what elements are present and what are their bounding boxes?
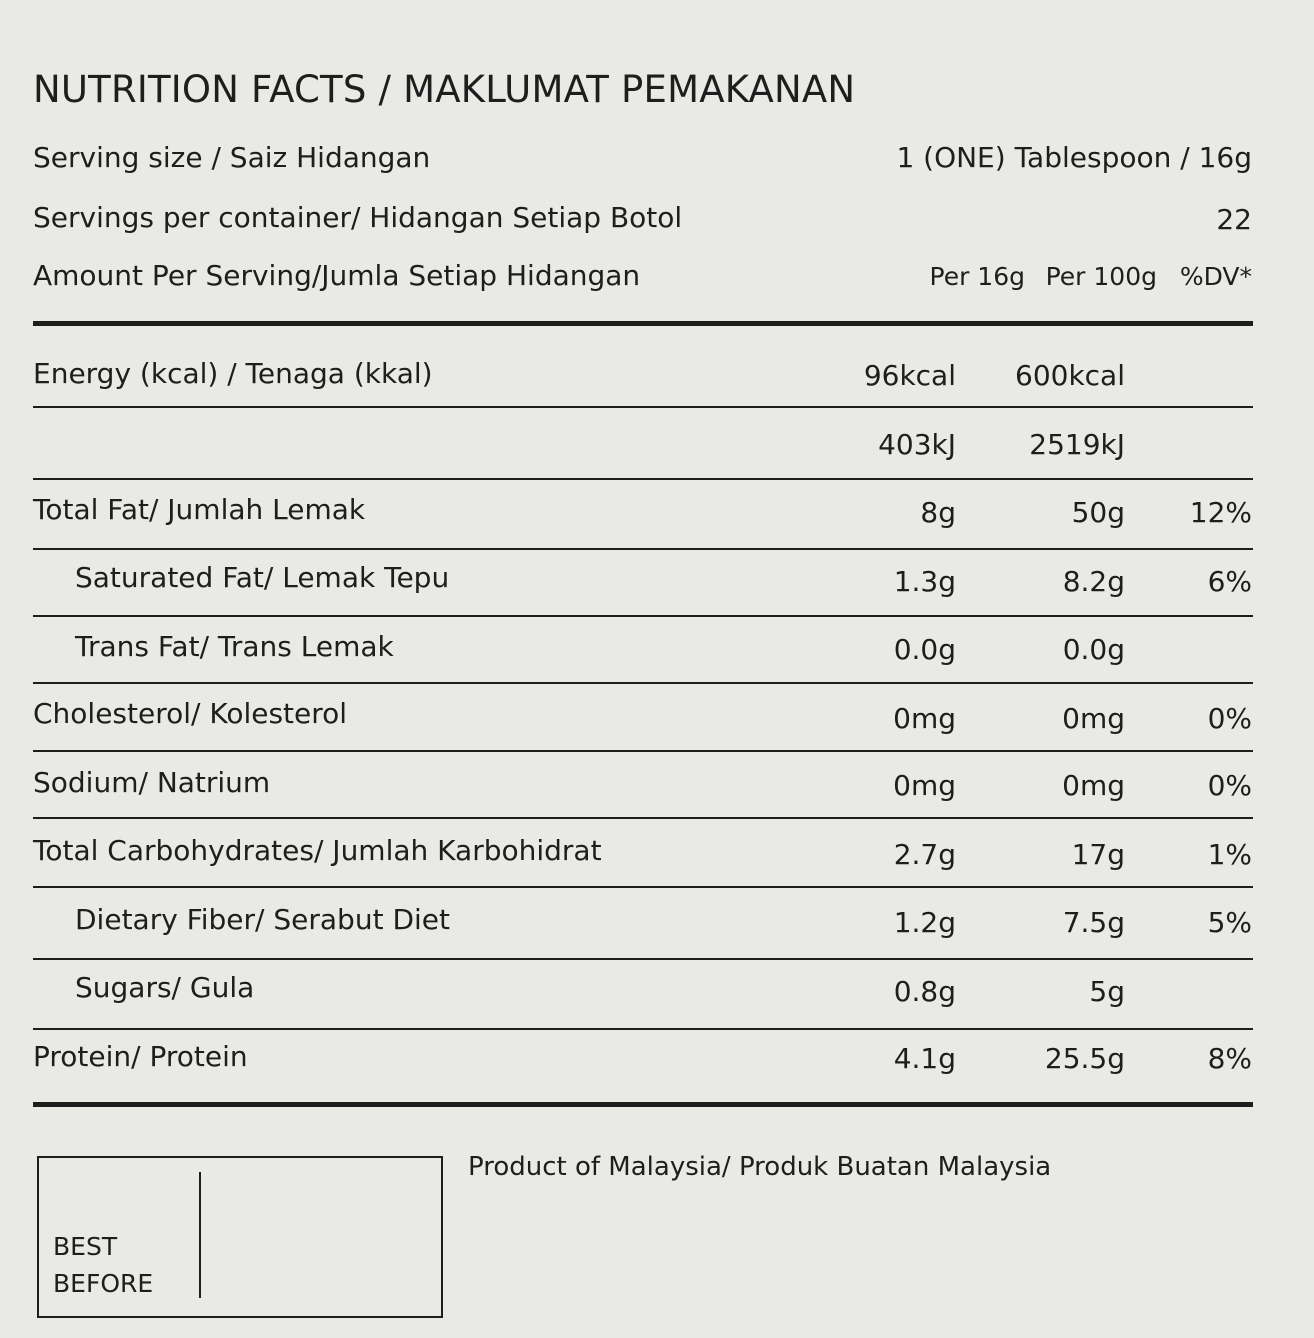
value-per-100g: 0mg xyxy=(1062,702,1125,735)
row-divider xyxy=(33,750,1253,752)
value-per-16g: 0mg xyxy=(893,702,956,735)
value-per-16g: 1.3g xyxy=(893,565,956,598)
value-per-16g: 2.7g xyxy=(893,838,956,871)
value-per-16g: 96kcal xyxy=(863,359,956,392)
column-header-percent-dv: %DV* xyxy=(1179,262,1252,291)
page-title: NUTRITION FACTS / MAKLUMAT PEMAKANAN xyxy=(33,68,856,111)
value-per-16g: 403kJ xyxy=(878,428,956,461)
serving-size-value: 1 (ONE) Tablespoon / 16g xyxy=(896,141,1252,174)
value-per-100g: 2519kJ xyxy=(1029,428,1125,461)
nutrient-label: Total Carbohydrates/ Jumlah Karbohidrat xyxy=(33,834,602,867)
best-before-label xyxy=(53,1228,153,1302)
value-per-16g: 0mg xyxy=(893,769,956,802)
value-per-100g: 17g xyxy=(1071,838,1125,871)
footer-divider xyxy=(33,1102,1253,1107)
value-per-16g: 0.0g xyxy=(893,633,956,666)
servings-per-container-value: 22 xyxy=(1216,203,1252,236)
best-before-line2: BEFORE xyxy=(53,1269,154,1298)
nutrient-label: Sugars/ Gula xyxy=(75,971,255,1004)
row-divider xyxy=(33,615,1253,617)
value-per-16g: 8g xyxy=(920,496,956,529)
column-header-per-16g: Per 16g xyxy=(929,262,1025,291)
row-divider xyxy=(33,406,1253,408)
value-per-100g: 5g xyxy=(1089,975,1125,1008)
value-per-16g: 4.1g xyxy=(893,1042,956,1075)
value-percent-dv: 0% xyxy=(1207,769,1252,802)
servings-per-container-label: Servings per container/ Hidangan Setiap Botol xyxy=(33,201,683,234)
row-divider xyxy=(33,548,1253,550)
nutrient-label: Cholesterol/ Kolesterol xyxy=(33,697,348,730)
header-divider xyxy=(33,321,1253,326)
value-per-100g: 25.5g xyxy=(1044,1042,1125,1075)
serving-size-label: Serving size / Saiz Hidangan xyxy=(33,141,431,174)
value-per-100g: 8.2g xyxy=(1062,565,1125,598)
nutrient-label: Sodium/ Natrium xyxy=(33,766,271,799)
value-percent-dv: 8% xyxy=(1207,1042,1252,1075)
best-before-line1: BEST xyxy=(53,1232,118,1261)
value-per-100g: 600kcal xyxy=(1015,359,1125,392)
row-divider xyxy=(33,886,1253,888)
row-divider xyxy=(33,478,1253,480)
value-percent-dv: 6% xyxy=(1207,565,1252,598)
column-header-per-100g: Per 100g xyxy=(1045,262,1157,291)
value-per-100g: 7.5g xyxy=(1062,906,1125,939)
value-per-16g: 1.2g xyxy=(893,906,956,939)
value-percent-dv: 1% xyxy=(1207,838,1252,871)
nutrient-label: Energy (kcal) / Tenaga (kkal) xyxy=(33,357,433,390)
row-divider xyxy=(33,958,1253,960)
value-percent-dv: 5% xyxy=(1207,906,1252,939)
row-divider xyxy=(33,682,1253,684)
value-per-16g: 0.8g xyxy=(893,975,956,1008)
nutrient-label: Protein/ Protein xyxy=(33,1040,248,1073)
product-origin: Product of Malaysia/ Produk Buatan Malaysia xyxy=(468,1152,1052,1182)
value-per-100g: 0mg xyxy=(1062,769,1125,802)
row-divider xyxy=(33,817,1253,819)
amount-per-serving-label: Amount Per Serving/Jumla Setiap Hidangan xyxy=(33,259,641,292)
value-percent-dv: 0% xyxy=(1207,702,1252,735)
nutrient-label: Dietary Fiber/ Serabut Diet xyxy=(75,903,450,936)
nutrient-label: Trans Fat/ Trans Lemak xyxy=(75,630,394,663)
value-per-100g: 0.0g xyxy=(1062,633,1125,666)
nutrient-label: Saturated Fat/ Lemak Tepu xyxy=(75,561,450,594)
value-percent-dv: 12% xyxy=(1189,496,1252,529)
row-divider xyxy=(33,1028,1253,1030)
nutrient-label: Total Fat/ Jumlah Lemak xyxy=(33,493,366,526)
best-before-divider xyxy=(199,1172,201,1298)
value-per-100g: 50g xyxy=(1071,496,1125,529)
